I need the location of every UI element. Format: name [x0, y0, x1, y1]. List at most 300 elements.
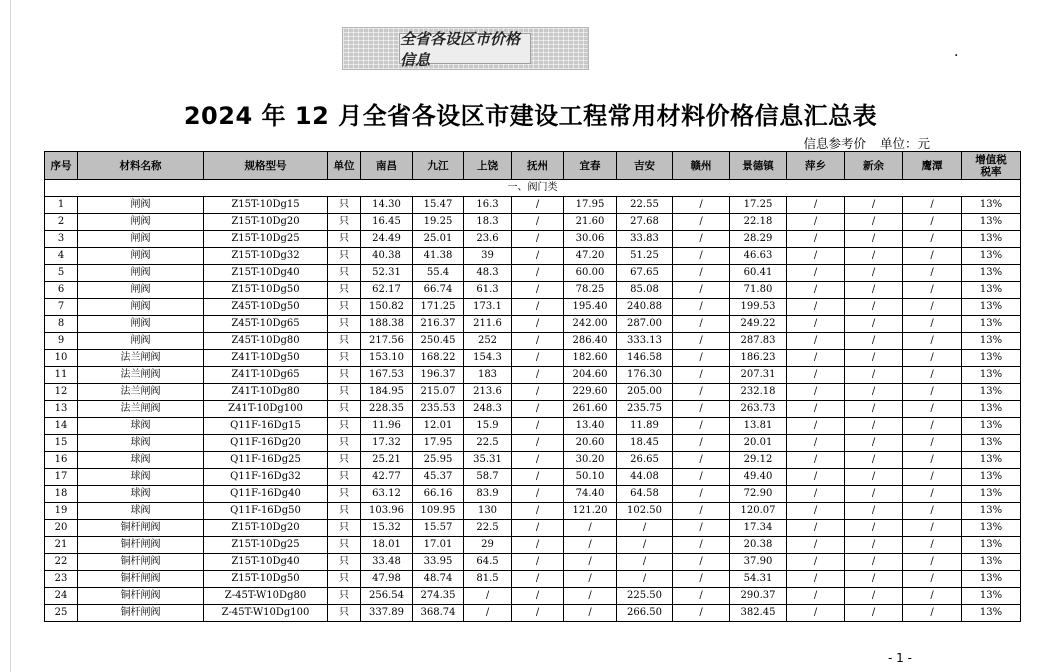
- table-cell: 球阀: [78, 435, 204, 452]
- table-cell: 58.7: [464, 469, 512, 486]
- table-cell: 只: [328, 520, 361, 537]
- table-cell: /: [903, 197, 962, 214]
- table-cell: 64.58: [617, 486, 673, 503]
- table-cell: 15.57: [413, 520, 464, 537]
- table-cell: /: [903, 571, 962, 588]
- column-header: 萍乡: [787, 152, 845, 180]
- table-cell: 62.17: [361, 282, 413, 299]
- table-cell: 只: [328, 316, 361, 333]
- table-cell: 只: [328, 503, 361, 520]
- table-row: [45, 384, 1021, 401]
- table-cell: Z41T-10Dg50: [204, 350, 328, 367]
- table-cell: /: [512, 282, 564, 299]
- table-cell: 只: [328, 299, 361, 316]
- table-cell: 60.41: [730, 265, 787, 282]
- table-cell: /: [512, 452, 564, 469]
- table-cell: /: [673, 588, 730, 605]
- table-cell: 171.25: [413, 299, 464, 316]
- table-cell: /: [673, 401, 730, 418]
- table-cell: /: [787, 435, 845, 452]
- table-cell: 1: [45, 197, 78, 214]
- table-cell: 17.32: [361, 435, 413, 452]
- table-cell: /: [673, 248, 730, 265]
- table-cell: /: [673, 520, 730, 537]
- table-cell: 铜杆闸阀: [78, 537, 204, 554]
- table-cell: /: [787, 554, 845, 571]
- table-cell: /: [512, 197, 564, 214]
- table-cell: 13%: [962, 537, 1021, 554]
- table-row: [45, 520, 1021, 537]
- table-cell: 46.63: [730, 248, 787, 265]
- table-cell: 195.40: [564, 299, 617, 316]
- table-cell: 只: [328, 367, 361, 384]
- table-cell: Z15T-10Dg40: [204, 265, 328, 282]
- table-cell: 146.58: [617, 350, 673, 367]
- table-cell: /: [903, 299, 962, 316]
- table-cell: /: [512, 248, 564, 265]
- table-cell: 6: [45, 282, 78, 299]
- table-cell: 7: [45, 299, 78, 316]
- table-cell: /: [787, 333, 845, 350]
- table-cell: /: [903, 282, 962, 299]
- table-cell: 67.65: [617, 265, 673, 282]
- table-cell: 252: [464, 333, 512, 350]
- table-cell: /: [845, 588, 903, 605]
- table-cell: 256.54: [361, 588, 413, 605]
- table-cell: /: [787, 367, 845, 384]
- table-cell: 37.90: [730, 554, 787, 571]
- table-row: [45, 418, 1021, 435]
- table-row: [45, 571, 1021, 588]
- table-cell: /: [903, 265, 962, 282]
- table-cell: 22.55: [617, 197, 673, 214]
- table-cell: 14: [45, 418, 78, 435]
- table-cell: Q11F-16Dg25: [204, 452, 328, 469]
- table-cell: 72.90: [730, 486, 787, 503]
- table-cell: /: [787, 520, 845, 537]
- table-cell: 13.81: [730, 418, 787, 435]
- table-cell: 13%: [962, 231, 1021, 248]
- table-cell: 只: [328, 605, 361, 622]
- table-cell: 18.45: [617, 435, 673, 452]
- table-cell: /: [787, 452, 845, 469]
- table-cell: 闸阀: [78, 197, 204, 214]
- table-cell: /: [903, 231, 962, 248]
- table-cell: /: [903, 588, 962, 605]
- table-cell: 337.89: [361, 605, 413, 622]
- table-cell: /: [903, 537, 962, 554]
- table-cell: /: [512, 265, 564, 282]
- table-cell: 27.68: [617, 214, 673, 231]
- table-cell: 13%: [962, 486, 1021, 503]
- table-cell: /: [512, 469, 564, 486]
- table-cell: 261.60: [564, 401, 617, 418]
- table-cell: /: [673, 605, 730, 622]
- table-cell: 232.18: [730, 384, 787, 401]
- table-cell: 40.38: [361, 248, 413, 265]
- table-cell: 184.95: [361, 384, 413, 401]
- table-cell: /: [903, 350, 962, 367]
- table-cell: /: [787, 571, 845, 588]
- table-cell: 51.25: [617, 248, 673, 265]
- table-cell: /: [845, 486, 903, 503]
- table-cell: 188.38: [361, 316, 413, 333]
- table-cell: /: [673, 197, 730, 214]
- reference-price-label: 信息参考价: [803, 136, 866, 151]
- table-cell: 225.50: [617, 588, 673, 605]
- table-cell: /: [512, 350, 564, 367]
- table-cell: /: [787, 401, 845, 418]
- table-cell: 闸阀: [78, 265, 204, 282]
- table-cell: 204.60: [564, 367, 617, 384]
- table-cell: 闸阀: [78, 333, 204, 350]
- table-cell: 9: [45, 333, 78, 350]
- table-cell: 铜杆闸阀: [78, 520, 204, 537]
- table-cell: /: [673, 537, 730, 554]
- table-cell: 150.82: [361, 299, 413, 316]
- table-cell: 只: [328, 452, 361, 469]
- table-cell: 15.32: [361, 520, 413, 537]
- table-cell: Q11F-16Dg20: [204, 435, 328, 452]
- table-cell: 121.20: [564, 503, 617, 520]
- table-cell: 216.37: [413, 316, 464, 333]
- table-cell: 只: [328, 435, 361, 452]
- column-header: 赣州: [673, 152, 730, 180]
- table-cell: 只: [328, 282, 361, 299]
- table-cell: /: [903, 469, 962, 486]
- table-cell: 只: [328, 248, 361, 265]
- table-cell: /: [845, 571, 903, 588]
- table-cell: 2: [45, 214, 78, 231]
- table-cell: 44.08: [617, 469, 673, 486]
- table-cell: 205.00: [617, 384, 673, 401]
- table-cell: /: [564, 554, 617, 571]
- table-cell: Q11F-16Dg50: [204, 503, 328, 520]
- table-cell: 183: [464, 367, 512, 384]
- table-cell: /: [845, 350, 903, 367]
- table-cell: Z41T-10Dg65: [204, 367, 328, 384]
- table-cell: 39: [464, 248, 512, 265]
- table-cell: 19: [45, 503, 78, 520]
- table-cell: /: [617, 554, 673, 571]
- table-cell: 18.01: [361, 537, 413, 554]
- table-cell: 274.35: [413, 588, 464, 605]
- table-row: [45, 435, 1021, 452]
- table-cell: 21: [45, 537, 78, 554]
- table-cell: 20.60: [564, 435, 617, 452]
- table-cell: 215.07: [413, 384, 464, 401]
- table-cell: 168.22: [413, 350, 464, 367]
- table-cell: 287.00: [617, 316, 673, 333]
- table-cell: /: [787, 503, 845, 520]
- table-cell: 13%: [962, 469, 1021, 486]
- table-cell: 只: [328, 231, 361, 248]
- table-cell: 4: [45, 248, 78, 265]
- table-cell: 17.95: [413, 435, 464, 452]
- table-cell: Z41T-10Dg100: [204, 401, 328, 418]
- table-cell: 85.08: [617, 282, 673, 299]
- page-title: 2024 年 12 月全省各设区市建设工程常用材料价格信息汇总表: [183, 102, 878, 130]
- table-cell: 22.5: [464, 520, 512, 537]
- table-cell: /: [673, 231, 730, 248]
- table-cell: 47.98: [361, 571, 413, 588]
- table-cell: /: [787, 214, 845, 231]
- table-cell: 13%: [962, 554, 1021, 571]
- table-cell: 11: [45, 367, 78, 384]
- table-row: [45, 367, 1021, 384]
- table-cell: /: [845, 503, 903, 520]
- table-cell: 只: [328, 469, 361, 486]
- table-cell: /: [564, 537, 617, 554]
- table-cell: 83.9: [464, 486, 512, 503]
- table-cell: 铜杆闸阀: [78, 605, 204, 622]
- table-cell: /: [845, 231, 903, 248]
- table-cell: 13%: [962, 503, 1021, 520]
- table-cell: 13%: [962, 350, 1021, 367]
- column-header: 景德镇: [730, 152, 787, 180]
- table-cell: /: [512, 299, 564, 316]
- table-cell: 13%: [962, 299, 1021, 316]
- table-cell: /: [673, 265, 730, 282]
- table-cell: /: [787, 605, 845, 622]
- table-cell: 18: [45, 486, 78, 503]
- table-cell: 只: [328, 571, 361, 588]
- table-cell: 25.95: [413, 452, 464, 469]
- table-cell: /: [564, 520, 617, 537]
- table-cell: /: [564, 605, 617, 622]
- table-cell: /: [845, 384, 903, 401]
- table-row: [45, 248, 1021, 265]
- table-cell: /: [845, 333, 903, 350]
- table-cell: /: [903, 214, 962, 231]
- table-cell: 25: [45, 605, 78, 622]
- table-cell: 13: [45, 401, 78, 418]
- table-cell: /: [787, 588, 845, 605]
- table-cell: 102.50: [617, 503, 673, 520]
- table-row: [45, 537, 1021, 554]
- table-cell: 249.22: [730, 316, 787, 333]
- table-cell: 78.25: [564, 282, 617, 299]
- table-cell: Z41T-10Dg80: [204, 384, 328, 401]
- table-row: [45, 265, 1021, 282]
- table-row: [45, 452, 1021, 469]
- table-cell: Q11F-16Dg40: [204, 486, 328, 503]
- table-cell: 17.95: [564, 197, 617, 214]
- table-cell: /: [787, 469, 845, 486]
- table-cell: 13%: [962, 401, 1021, 418]
- table-cell: 12: [45, 384, 78, 401]
- table-cell: /: [512, 418, 564, 435]
- table-cell: /: [512, 333, 564, 350]
- table-cell: /: [903, 520, 962, 537]
- table-cell: 23.6: [464, 231, 512, 248]
- table-cell: /: [845, 282, 903, 299]
- table-cell: 只: [328, 214, 361, 231]
- table-cell: /: [673, 282, 730, 299]
- table-cell: Z15T-10Dg20: [204, 520, 328, 537]
- table-cell: 286.40: [564, 333, 617, 350]
- table-cell: Z45T-10Dg65: [204, 316, 328, 333]
- section-title: 一、阀门类: [45, 180, 1021, 197]
- table-cell: 52.31: [361, 265, 413, 282]
- table-cell: 49.40: [730, 469, 787, 486]
- table-cell: 20.01: [730, 435, 787, 452]
- table-cell: /: [673, 469, 730, 486]
- table-cell: 16.45: [361, 214, 413, 231]
- table-cell: /: [673, 316, 730, 333]
- table-cell: 60.00: [564, 265, 617, 282]
- table-cell: /: [617, 520, 673, 537]
- table-cell: /: [787, 248, 845, 265]
- table-cell: Z15T-10Dg50: [204, 571, 328, 588]
- table-cell: 法兰闸阀: [78, 350, 204, 367]
- table-cell: 只: [328, 486, 361, 503]
- table-cell: 17.34: [730, 520, 787, 537]
- table-cell: /: [903, 418, 962, 435]
- table-row: [45, 605, 1021, 622]
- table-cell: /: [903, 452, 962, 469]
- table-cell: 48.3: [464, 265, 512, 282]
- table-cell: 15.47: [413, 197, 464, 214]
- table-cell: 13%: [962, 248, 1021, 265]
- table-cell: 176.30: [617, 367, 673, 384]
- table-cell: 球阀: [78, 486, 204, 503]
- table-body: [45, 180, 1021, 622]
- table-cell: Z15T-10Dg25: [204, 231, 328, 248]
- table-cell: 16: [45, 452, 78, 469]
- table-cell: 法兰闸阀: [78, 401, 204, 418]
- table-cell: Z45T-10Dg50: [204, 299, 328, 316]
- table-cell: 61.3: [464, 282, 512, 299]
- table-cell: 只: [328, 265, 361, 282]
- table-cell: 41.38: [413, 248, 464, 265]
- table-cell: /: [845, 520, 903, 537]
- table-cell: /: [845, 316, 903, 333]
- column-header: 南昌: [361, 152, 413, 180]
- table-cell: /: [512, 401, 564, 418]
- table-cell: 81.5: [464, 571, 512, 588]
- table-cell: 只: [328, 554, 361, 571]
- table-cell: 182.60: [564, 350, 617, 367]
- table-cell: /: [845, 605, 903, 622]
- table-cell: 13%: [962, 282, 1021, 299]
- table-cell: /: [845, 537, 903, 554]
- table-cell: 290.37: [730, 588, 787, 605]
- table-cell: 153.10: [361, 350, 413, 367]
- table-cell: /: [903, 605, 962, 622]
- table-cell: /: [845, 248, 903, 265]
- table-cell: 333.13: [617, 333, 673, 350]
- table-cell: 64.5: [464, 554, 512, 571]
- table-cell: 闸阀: [78, 316, 204, 333]
- table-cell: /: [512, 384, 564, 401]
- corner-mark: .: [954, 44, 959, 60]
- table-cell: 130: [464, 503, 512, 520]
- table-cell: Z15T-10Dg15: [204, 197, 328, 214]
- table-row: [45, 469, 1021, 486]
- table-cell: /: [673, 554, 730, 571]
- table-cell: 只: [328, 384, 361, 401]
- table-cell: /: [845, 265, 903, 282]
- table-cell: /: [512, 520, 564, 537]
- table-cell: 球阀: [78, 452, 204, 469]
- table-cell: 只: [328, 588, 361, 605]
- table-cell: 23: [45, 571, 78, 588]
- table-header-row: [45, 152, 1021, 180]
- table-cell: /: [512, 503, 564, 520]
- table-cell: 382.45: [730, 605, 787, 622]
- table-cell: 66.16: [413, 486, 464, 503]
- table-cell: /: [845, 469, 903, 486]
- column-header: 新余: [845, 152, 903, 180]
- table-cell: 33.95: [413, 554, 464, 571]
- column-header: 九江: [413, 152, 464, 180]
- table-cell: /: [903, 486, 962, 503]
- table-cell: 13%: [962, 435, 1021, 452]
- table-cell: 186.23: [730, 350, 787, 367]
- table-cell: 199.53: [730, 299, 787, 316]
- column-header: 鹰潭: [903, 152, 962, 180]
- table-cell: 63.12: [361, 486, 413, 503]
- table-cell: /: [512, 571, 564, 588]
- table-cell: /: [903, 401, 962, 418]
- table-cell: 15.9: [464, 418, 512, 435]
- table-cell: 207.31: [730, 367, 787, 384]
- table-cell: /: [845, 401, 903, 418]
- table-cell: /: [673, 333, 730, 350]
- table-cell: 109.95: [413, 503, 464, 520]
- table-cell: 228.35: [361, 401, 413, 418]
- table-cell: 266.50: [617, 605, 673, 622]
- table-cell: Q11F-16Dg15: [204, 418, 328, 435]
- table-cell: /: [903, 435, 962, 452]
- table-cell: /: [787, 265, 845, 282]
- table-cell: 235.53: [413, 401, 464, 418]
- column-header: 宜春: [564, 152, 617, 180]
- table-cell: 48.74: [413, 571, 464, 588]
- table-cell: 20: [45, 520, 78, 537]
- table-row: [45, 214, 1021, 231]
- table-cell: Z-45T-W10Dg100: [204, 605, 328, 622]
- table-cell: /: [673, 571, 730, 588]
- table-cell: 3: [45, 231, 78, 248]
- table-cell: /: [512, 605, 564, 622]
- table-cell: /: [845, 214, 903, 231]
- table-cell: /: [673, 384, 730, 401]
- table-cell: 248.3: [464, 401, 512, 418]
- table-cell: 8: [45, 316, 78, 333]
- table-cell: 闸阀: [78, 282, 204, 299]
- table-cell: 球阀: [78, 469, 204, 486]
- table-cell: 26.65: [617, 452, 673, 469]
- table-row: [45, 554, 1021, 571]
- table-cell: 只: [328, 418, 361, 435]
- table-cell: 33.83: [617, 231, 673, 248]
- table-cell: 13%: [962, 588, 1021, 605]
- table-cell: 13.40: [564, 418, 617, 435]
- table-cell: 13%: [962, 214, 1021, 231]
- page-number: - 1 -: [888, 651, 912, 665]
- table-cell: 5: [45, 265, 78, 282]
- table-cell: /: [673, 503, 730, 520]
- table-cell: 只: [328, 537, 361, 554]
- table-cell: 55.4: [413, 265, 464, 282]
- table-row: [45, 299, 1021, 316]
- table-cell: 66.74: [413, 282, 464, 299]
- column-header: 抚州: [512, 152, 564, 180]
- table-cell: 铜杆闸阀: [78, 588, 204, 605]
- table-row: [45, 401, 1021, 418]
